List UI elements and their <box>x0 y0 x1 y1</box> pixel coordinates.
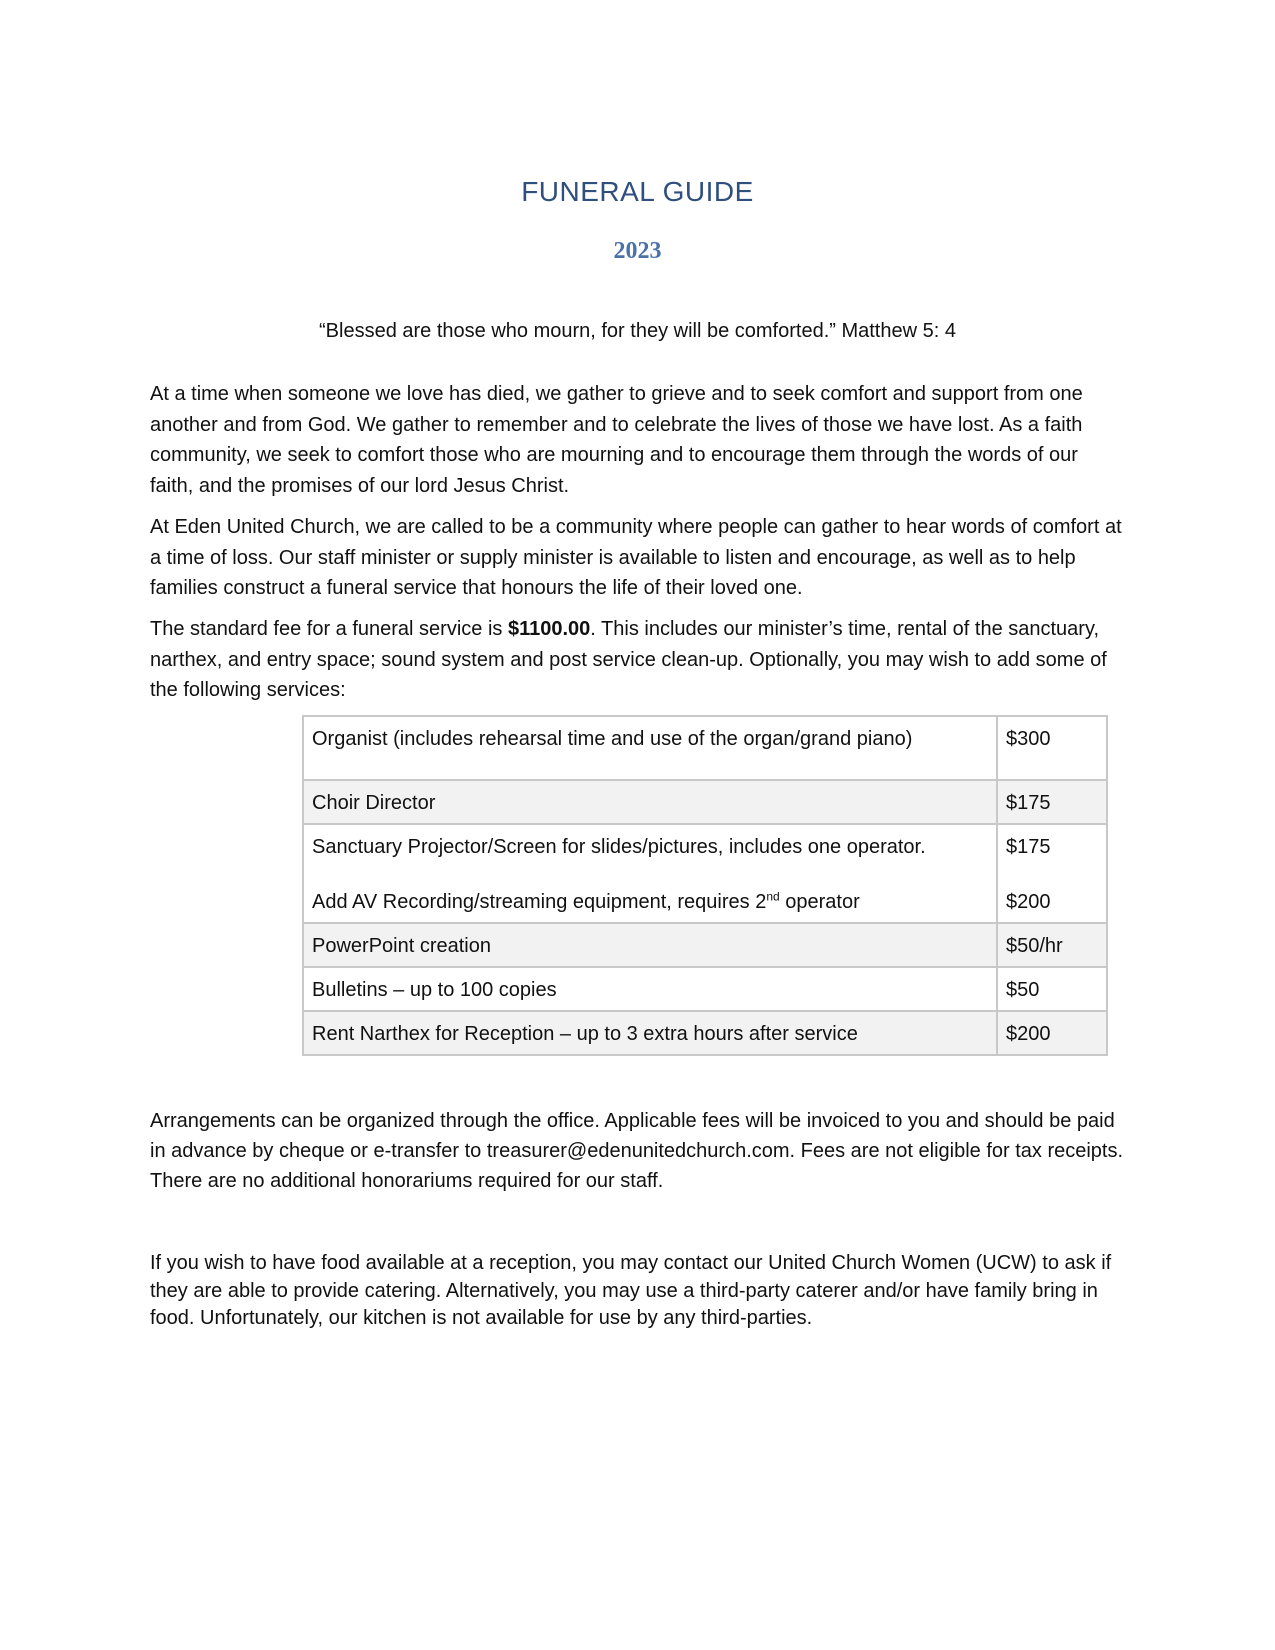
price-cell: $50/hr <box>997 923 1107 967</box>
table-row <box>303 923 1107 967</box>
av-service <box>312 890 988 914</box>
av-service-text: Add AV Recording/streaming equipment, requires 2 <box>312 891 767 913</box>
table-row <box>303 780 1107 824</box>
projector-service: Sanctuary Projector/Screen for slides/pictures, includes one operator. <box>312 836 926 858</box>
price-cell: $50 <box>997 967 1107 1011</box>
av-service-text-end: operator <box>779 891 860 913</box>
church-paragraph <box>150 512 1125 604</box>
paragraph-text: If you wish to have food available at a reception, you may contact our United Church Women (UCW) to ask if they are able to provide catering. Alternatively, you may use a third-party caterer and/or have family bring in food. Unfortunately, our kitchen is not available for use by any third-parties. <box>150 1252 1112 1329</box>
scripture-quote: “Blessed are those who mourn, for they will be comforted.” Matthew 5: 4 <box>319 320 956 342</box>
service-cell: Rent Narthex for Reception – up to 3 extra hours after service <box>303 1011 997 1055</box>
paragraph-text: At a time when someone we love has died, we gather to grieve and to seek comfort and support from one another and from God. We gather to remember and to celebrate the lives of those we have lost. As a faith community, we seek to comfort those who are mourning and to encourage them through the words of our faith, and the promises of our lord Jesus Christ. <box>150 383 1083 497</box>
service-cell: PowerPoint creation <box>303 923 997 967</box>
service-cell: Choir Director <box>303 780 997 824</box>
service-cell <box>303 824 997 923</box>
fees-table <box>302 715 1108 1056</box>
service-cell: Bulletins – up to 100 copies <box>303 967 997 1011</box>
reception-paragraph <box>150 1250 1125 1333</box>
table-row <box>303 967 1107 1011</box>
price-cell: $200 <box>997 1011 1107 1055</box>
fee-paragraph <box>150 614 1125 706</box>
document-title: FUNERAL GUIDE <box>521 176 754 207</box>
intro-paragraph <box>150 379 1125 501</box>
fee-text-after: . This includes our minister’s time, rental of the sanctuary, narthex, and entry space; sound system and post service clean-up. Optionally, you may wish to add some of the following services: <box>150 618 1107 701</box>
service-cell: Organist (includes rehearsal time and use of the organ/grand piano) <box>303 716 997 780</box>
projector-price: $175 <box>1006 836 1051 858</box>
paragraph-text: At Eden United Church, we are called to be a community where people can gather to hear words of comfort at a time of loss. Our staff minister or supply minister is available to listen and encourage, as well as to help families construct a funeral service that honours the life of their loved one. <box>150 516 1122 599</box>
document-year: 2023 <box>613 238 662 264</box>
arrangements-paragraph <box>150 1106 1125 1196</box>
price-cell: $300 <box>997 716 1107 780</box>
standard-fee: $1100.00 <box>507 618 591 640</box>
ordinal-suffix: nd <box>766 889 780 904</box>
table-row <box>303 716 1107 780</box>
price-cell <box>997 824 1107 923</box>
table-row <box>303 824 1107 923</box>
table-row <box>303 1011 1107 1055</box>
price-cell: $175 <box>997 780 1107 824</box>
paragraph-text: Arrangements can be organized through the office. Applicable fees will be invoiced to you and should be paid in advance by cheque or e-transfer to treasurer@edenunitedchurch.com. Fees are not eligible for tax receipts. There are no additional honorariums required for our staff. <box>150 1110 1124 1192</box>
av-price: $200 <box>1006 891 1051 913</box>
fee-text-before: The standard fee for a funeral service is <box>150 618 508 640</box>
paragraph-text <box>150 614 1125 706</box>
